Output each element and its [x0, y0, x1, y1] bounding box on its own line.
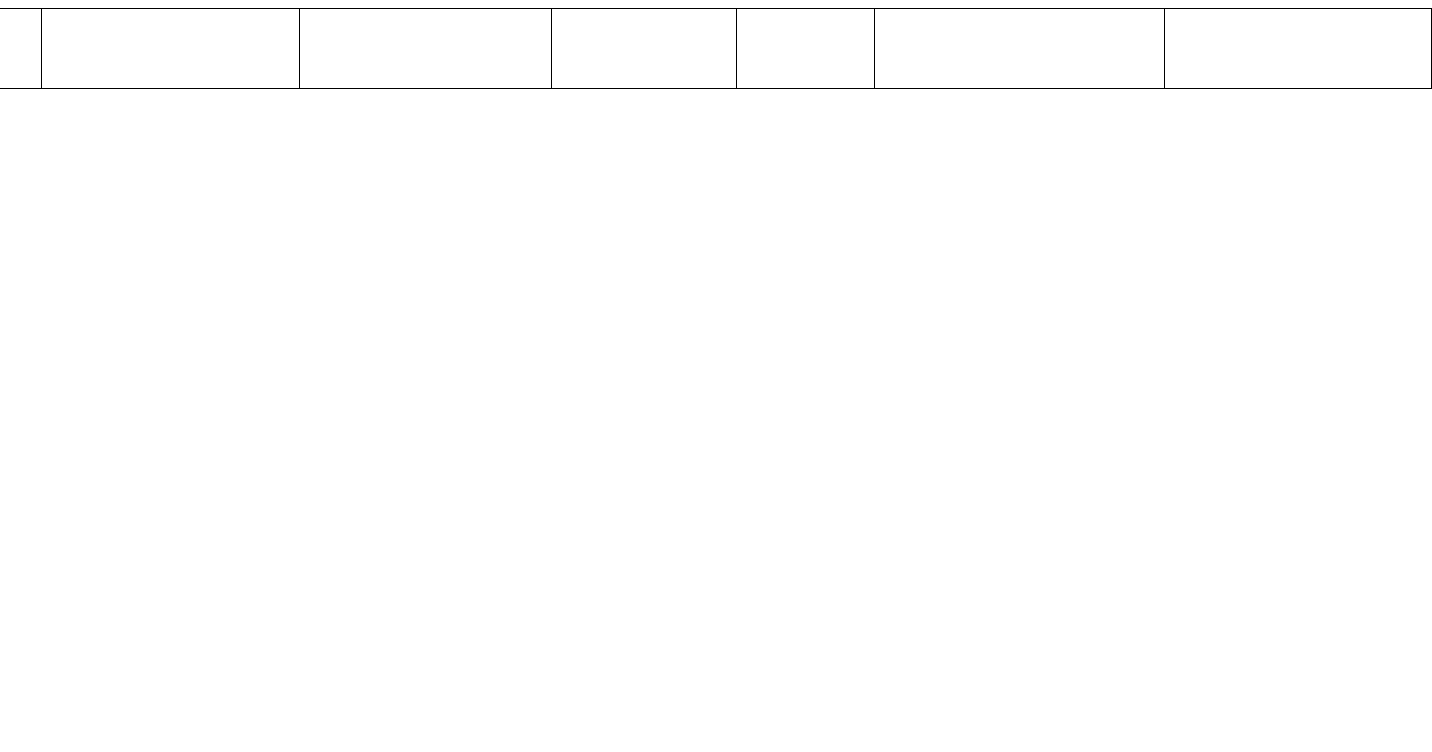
header-payment-order-no[interactable] — [1165, 9, 1432, 89]
table-header-row — [0, 9, 1432, 89]
pension-table — [0, 8, 1432, 89]
header-pension-type[interactable] — [737, 9, 875, 89]
gridline-sliver-bottom — [0, 746, 1432, 752]
header-position-grade[interactable] — [552, 9, 737, 89]
selection-left-edge — [0, 8, 4, 752]
header-department[interactable] — [300, 9, 552, 89]
header-pensioner-name[interactable] — [42, 9, 300, 89]
header-bank[interactable] — [875, 9, 1165, 89]
header-serial[interactable] — [0, 9, 42, 89]
gridline-sliver-top — [0, 0, 1432, 8]
